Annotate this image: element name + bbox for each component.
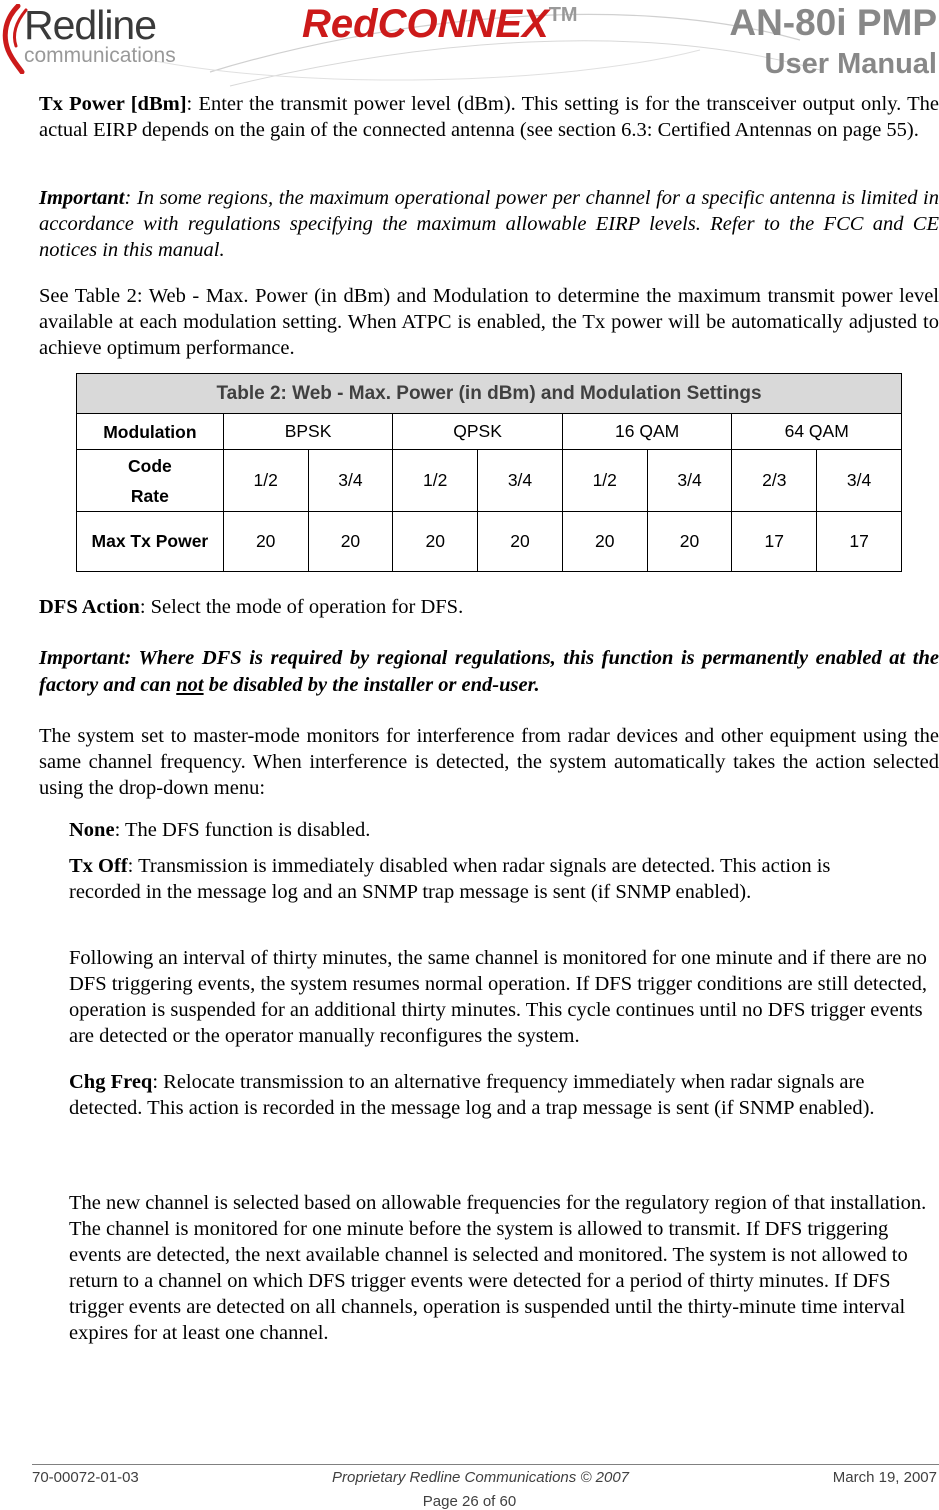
footer-doc-number: 70-00072-01-03 [32, 1469, 139, 1486]
dfs-action-paragraph [39, 594, 939, 620]
table-cell: 1/2 [223, 450, 308, 512]
tx-power-term: Tx Power [dBm] [39, 93, 187, 115]
option-chg-freq-term: Chg Freq [69, 1071, 153, 1093]
page-header [0, 0, 939, 90]
brand-tm: TM [548, 4, 578, 26]
table-cell: 1/2 [393, 450, 478, 512]
row-label-rate: Rate [130, 485, 169, 506]
option-none-term: None [69, 819, 115, 841]
dfs-action-term: DFS Action [39, 596, 140, 618]
tx-power-paragraph [39, 91, 939, 143]
brand-connex: CONNEX [377, 2, 549, 46]
row-label-max-tx-power: Max Tx Power [77, 512, 224, 572]
footer-rule [32, 1464, 939, 1465]
new-channel-paragraph: The new channel is selected based on allowable frequencies for the regulatory region of that installation. The channel is monitored for one minute before the system is allowed to transmit. If DFS triggering events are detected, the next available channel is selected and monitored. The system is not allowed to return to a channel on which DFS trigger events were detected for a period of thirty minutes. If DFS trigger events are detected on all channels, operation is suspended until the thirty-minute time interval expires for at least one channel. [69, 1192, 927, 1344]
product-name: AN-80i PMP [729, 2, 937, 43]
table-cell: BPSK [223, 414, 393, 450]
system-monitor-paragraph: The system set to master-mode monitors for interference from radar devices and other equipment using the same channel frequency. When interference is detected, the system automatically takes the action selected using the drop-down menu: [39, 725, 939, 799]
modulation-power-table [76, 373, 902, 572]
table-cell: QPSK [393, 414, 563, 450]
important-term: Important [39, 187, 125, 209]
important-dfs-paragraph [39, 645, 939, 699]
table-cell: 16 QAM [562, 414, 732, 450]
option-none-text: : The DFS function is disabled. [114, 819, 371, 841]
table-row [77, 414, 902, 450]
table-row [77, 450, 902, 512]
logo-redline: Redline [24, 2, 157, 48]
table-cell: 20 [308, 512, 393, 572]
tx-power-text: : Enter the transmit power level (dBm). This setting is for the transceiver output only. The actual EIRP depends on the gain of the connected antenna (see section 6.3: Certified Antennas on page 55). [39, 93, 939, 141]
option-none [69, 817, 939, 843]
important-dfs-text-a: Important: Where DFS is required by regional regulations, this function is permanently enabled at the factory and can [39, 647, 939, 696]
doc-type: User Manual [764, 48, 937, 80]
table-cell: 3/4 [478, 450, 563, 512]
option-tx-off-text: : Transmission is immediately disabled when radar signals are detected. This action is recorded in the message log and an SNMP trap message is sent (if SNMP enabled). [69, 855, 831, 903]
footer-page-number: Page 26 of 60 [422, 1493, 517, 1510]
table-cell: 20 [223, 512, 308, 572]
table-cell: 3/4 [308, 450, 393, 512]
table-cell: 2/3 [732, 450, 817, 512]
important-dfs-not: not [176, 674, 204, 696]
table-cell: 3/4 [647, 450, 732, 512]
row-label-code-rate [77, 450, 224, 512]
brand-red: Red [302, 2, 378, 46]
table-caption-prefix: Table 2 [216, 382, 281, 404]
table-cell: 64 QAM [732, 414, 902, 450]
important-eirp-text: : In some regions, the maximum operational power per channel for a specific antenna is limited in accordance with regulations specifying the maximum allowable EIRP levels. Refer to the FCC and CE notices in this manual. [39, 187, 939, 261]
see-table-paragraph: See Table 2: Web - Max. Power (in dBm) and Modulation to determine the maximum transmit power level available at each modulation setting. When ATPC is enabled, the Tx power will be automatically adjusted to achieve optimum performance. [39, 285, 939, 359]
table-cell: 20 [478, 512, 563, 572]
table-cell: 20 [647, 512, 732, 572]
important-eirp-paragraph [39, 185, 939, 263]
table-caption-row [77, 374, 902, 414]
table-caption-text: : Web - Max. Power (in dBm) and Modulation Settings [280, 382, 762, 404]
table-cell: 3/4 [817, 450, 902, 512]
brand-redconnex [302, 2, 578, 47]
footer-proprietary: Proprietary Redline Communications © 2007 [332, 1469, 630, 1486]
table-cell: 20 [393, 512, 478, 572]
row-label-code: Code [128, 455, 172, 476]
row-label-modulation: Modulation [77, 414, 224, 450]
option-tx-off-term: Tx Off [69, 855, 128, 877]
option-chg-freq-text: : Relocate transmission to an alternative frequency immediately when radar signals are detected. This action is recorded in the message log and a trap message is sent (if SNMP enabled). [69, 1071, 875, 1119]
table-cell: 1/2 [562, 450, 647, 512]
table-cell: 17 [732, 512, 817, 572]
important-dfs-text-b: be disabled by the installer or end-user. [203, 674, 540, 696]
table-cell: 17 [817, 512, 902, 572]
option-tx-off [69, 853, 904, 905]
logo-communications: communications [24, 44, 176, 67]
table-cell: 20 [562, 512, 647, 572]
table-caption [77, 374, 902, 414]
footer-date: March 19, 2007 [832, 1469, 937, 1486]
tx-off-following-paragraph: Following an interval of thirty minutes, the same channel is monitored for one minute and if there are no DFS triggering events, the system resumes normal operation. If DFS trigger conditions are still detected, operation is suspended for an additional thirty minutes. This cycle continues until no DFS trigger events are detected or the operator manually reconfigures the system. [69, 947, 927, 1047]
dfs-action-text: : Select the mode of operation for DFS. [139, 596, 464, 618]
option-chg-freq [69, 1069, 931, 1121]
table-row [77, 512, 902, 572]
